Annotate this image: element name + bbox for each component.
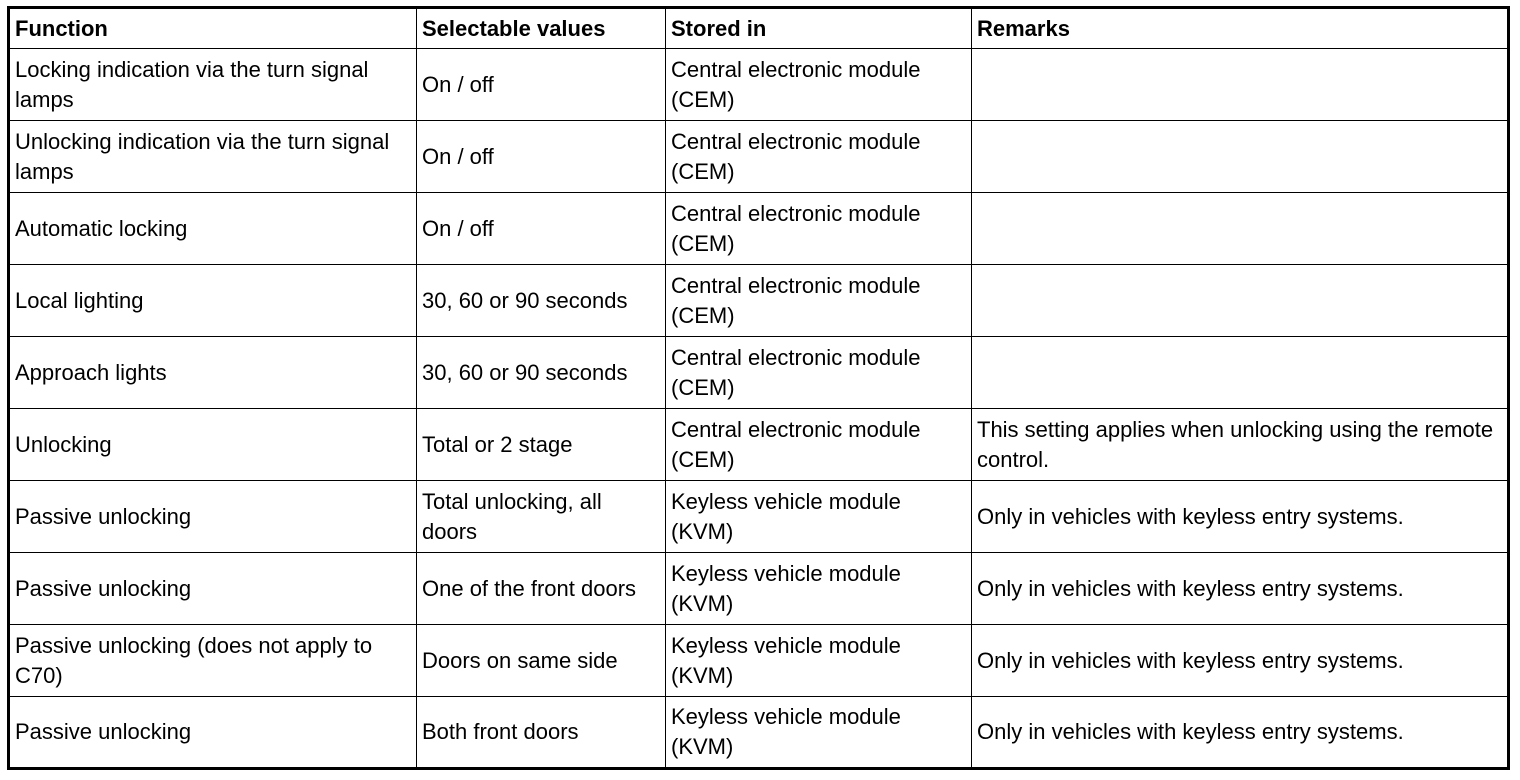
table-row <box>9 481 1509 553</box>
cell-function: Passive unlocking <box>9 697 417 769</box>
cell-function: Unlocking indication via the turn signal lamps <box>9 121 417 193</box>
cell-remarks <box>972 121 1509 193</box>
cell-stored-in: Keyless vehicle module (KVM) <box>666 553 972 625</box>
cell-function: Passive unlocking <box>9 553 417 625</box>
cell-stored-in: Central electronic module (CEM) <box>666 193 972 265</box>
cell-remarks: Only in vehicles with keyless entry systems. <box>972 553 1509 625</box>
table-row <box>9 697 1509 769</box>
cell-function: Automatic locking <box>9 193 417 265</box>
cell-stored-in: Keyless vehicle module (KVM) <box>666 697 972 769</box>
settings-table <box>7 6 1510 770</box>
cell-function: Local lighting <box>9 265 417 337</box>
cell-selectable-values: 30, 60 or 90 seconds <box>417 337 666 409</box>
cell-stored-in: Keyless vehicle module (KVM) <box>666 625 972 697</box>
cell-stored-in: Central electronic module (CEM) <box>666 265 972 337</box>
table-row <box>9 265 1509 337</box>
cell-selectable-values: Total or 2 stage <box>417 409 666 481</box>
cell-selectable-values: On / off <box>417 49 666 121</box>
header-remarks: Remarks <box>972 8 1509 49</box>
cell-remarks <box>972 265 1509 337</box>
cell-selectable-values: One of the front doors <box>417 553 666 625</box>
cell-selectable-values: Doors on same side <box>417 625 666 697</box>
table-row <box>9 49 1509 121</box>
cell-function: Unlocking <box>9 409 417 481</box>
cell-function: Passive unlocking (does not apply to C70) <box>9 625 417 697</box>
cell-stored-in: Central electronic module (CEM) <box>666 121 972 193</box>
cell-remarks <box>972 337 1509 409</box>
cell-stored-in: Central electronic module (CEM) <box>666 409 972 481</box>
table-row <box>9 553 1509 625</box>
table-row <box>9 409 1509 481</box>
cell-selectable-values: Both front doors <box>417 697 666 769</box>
cell-remarks: Only in vehicles with keyless entry systems. <box>972 625 1509 697</box>
cell-selectable-values: On / off <box>417 121 666 193</box>
table-header-row <box>9 8 1509 49</box>
cell-stored-in: Central electronic module (CEM) <box>666 337 972 409</box>
cell-remarks: Only in vehicles with keyless entry systems. <box>972 481 1509 553</box>
cell-stored-in: Keyless vehicle module (KVM) <box>666 481 972 553</box>
cell-remarks: Only in vehicles with keyless entry systems. <box>972 697 1509 769</box>
cell-function: Approach lights <box>9 337 417 409</box>
cell-function: Passive unlocking <box>9 481 417 553</box>
header-function: Function <box>9 8 417 49</box>
cell-remarks <box>972 193 1509 265</box>
header-selectable-values: Selectable values <box>417 8 666 49</box>
cell-stored-in: Central electronic module (CEM) <box>666 49 972 121</box>
table-row <box>9 121 1509 193</box>
cell-function: Locking indication via the turn signal lamps <box>9 49 417 121</box>
table-row <box>9 193 1509 265</box>
table-row <box>9 337 1509 409</box>
table-row <box>9 625 1509 697</box>
cell-remarks <box>972 49 1509 121</box>
cell-selectable-values: Total unlocking, all doors <box>417 481 666 553</box>
cell-selectable-values: On / off <box>417 193 666 265</box>
header-stored-in: Stored in <box>666 8 972 49</box>
cell-selectable-values: 30, 60 or 90 seconds <box>417 265 666 337</box>
cell-remarks: This setting applies when unlocking using the remote control. <box>972 409 1509 481</box>
